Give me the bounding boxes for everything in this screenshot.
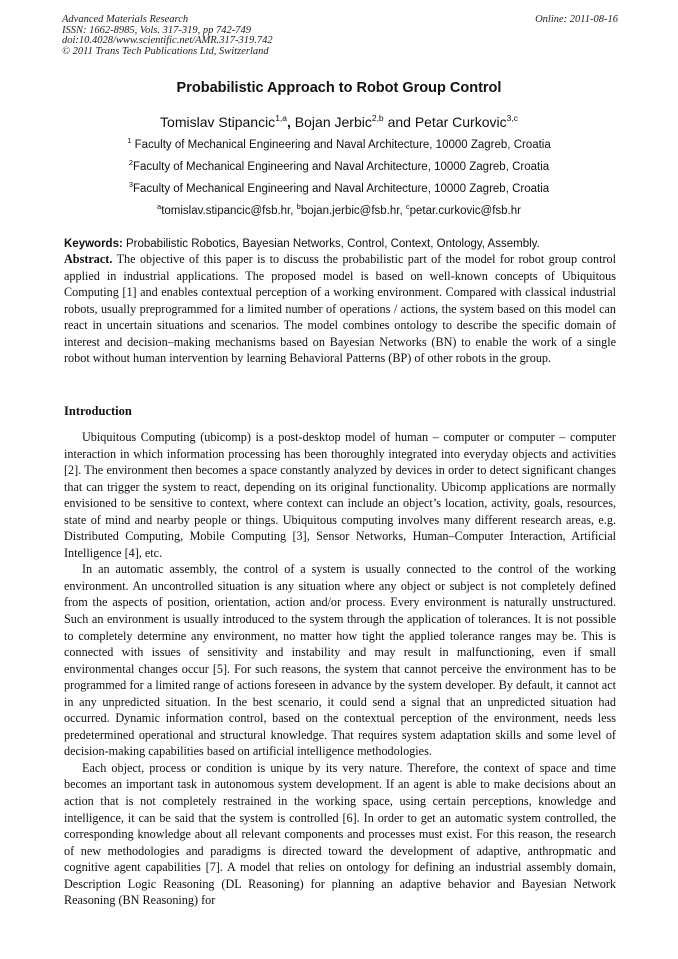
body-paragraph: Each object, process or condition is unique by its very nature. Therefore, the context of space and time becomes an important task in autonomous system development. If an agent is able to make decisions about an action that is not completely restrained in the working space, using certain perceptions, knowledge and intelligence, it can be said that the system is controlled [6]. In order to get an automatic system controlled, the corresponding knowledge about all relevant components and processes must exist. For this reason, the research of new methodologies and paradigms is directed toward the development of adaptive, anthropmatic and cognitive agent capabilities [7]. A model that relies on ontology for defining an industrial assembly domain, Description Logic Reasoning (DL Reasoning) for planning an adaptive behavior and Bayesian Network Reasoning (BN Reasoning) for xyxy=(64,760,616,908)
author-name: Petar Curkovic xyxy=(414,114,507,130)
abstract-paragraph xyxy=(64,251,616,367)
keywords-line xyxy=(64,238,616,250)
keywords-label: Keywords: xyxy=(64,238,123,250)
introduction-body xyxy=(64,429,616,909)
abstract-text: The objective of this paper is to discuss the probabilistic part of the model for robot group control applied in industrial applications. The proposed model is based on well-known concepts of Ubiquitous Computing [1] and enables contextual perception of a working environment. Compared with classical industrial robots, usually preprogrammed for a limited number of operations / actions, the system based on this model can react in uncertain situations and scenarios. The model combines ontology to describe the specific domain of interest and decision–making mechanisms based on Bayesian Networks (BN) to enable the work of a single robot without human intervention by learning Behavioral Patterns (BP) of other robots in the group. xyxy=(64,252,617,366)
author-name: Bojan Jerbic xyxy=(294,114,372,130)
abstract-label: Abstract. xyxy=(64,252,113,266)
affiliation-text: Faculty of Mechanical Engineering and Naval Architecture, 10000 Zagreb, Croatia xyxy=(134,139,551,151)
author-affiliation-marker: 3,c xyxy=(506,113,518,123)
email-address[interactable]: petar.curkovic@fsb.hr xyxy=(409,205,521,217)
affiliation-marker: 3 xyxy=(128,180,133,189)
affiliation-marker: 2 xyxy=(128,158,133,167)
body-paragraph: In an automatic assembly, the control of a system is usually connected to the control of the working environment. An uncontrolled situation is any situation where any object or subject is not completely defined from the aspects of position, orientation, action and/or process. Every environment is naturally unstructured. Such an environment is usually introduced to the system through the application of tolerances. It is not possible to completely determine any environment, no matter how tight the applied tolerance ranges may be. This is connected with issues of sensitivity and instability and may result in malfunctioning, even if small environmental changes occur [5]. For such reasons, the system that cannot perceive the environment has to be programmed for a limited range of actions foreseen in advance by the system developer. By default, it cannot act in any unpredicted situation. In the best scenario, it could send a signal that an unpredicted situation had occurred. Dynamic information control, based on the contextual perception of the environment, needs less predetermined operational and structural knowledge. That requires system adaptation skills and some level of decision-making capabilities based on artificial intelligence methodologies. xyxy=(64,562,616,759)
email-line xyxy=(0,202,678,217)
affiliation-text: Faculty of Mechanical Engineering and Naval Architecture, 10000 Zagreb, Croatia xyxy=(133,183,550,195)
author-affiliation-marker: 2,b xyxy=(371,113,384,123)
online-date: Online: 2011-08-16 xyxy=(535,14,618,25)
author-name: Tomislav Stipancic xyxy=(160,114,276,130)
author-affiliation-marker: 1,a xyxy=(275,113,288,123)
affiliation-line xyxy=(0,136,678,151)
affiliation-marker: 1 xyxy=(127,136,132,145)
affiliation-line xyxy=(0,158,678,173)
author-line xyxy=(0,114,678,130)
author-separator: , xyxy=(287,114,291,130)
email-address[interactable]: bojan.jerbic@fsb.hr, xyxy=(300,205,403,217)
journal-copyright: © 2011 Trans Tech Publications Ltd, Switzerland xyxy=(62,45,269,57)
section-heading-introduction: Introduction xyxy=(64,404,132,418)
affiliation-line xyxy=(0,180,678,195)
author-separator: and xyxy=(387,114,411,130)
email-address[interactable]: tomislav.stipancic@fsb.hr, xyxy=(161,205,294,217)
email-marker: c xyxy=(405,202,410,211)
journal-issn: ISSN: 1662-8985, Vols. 317-319, pp 742-749 xyxy=(62,24,251,36)
keywords-text: Probabilistic Robotics, Bayesian Networks, Control, Context, Ontology, Assembly. xyxy=(126,238,540,250)
email-marker: a xyxy=(157,202,162,211)
email-marker: b xyxy=(296,202,301,211)
journal-name: Advanced Materials Research xyxy=(62,14,189,25)
paper-title: Probabilistic Approach to Robot Group Control xyxy=(176,80,502,96)
body-paragraph: Ubiquitous Computing (ubicomp) is a post-desktop model of human – computer or computer – computer interaction in which information processing has been thoroughly integrated into everyday objects and activities [2]. The environment then becomes a space constantly analyzed by devices in order to detect significant changes that can trigger the system to react, depending on its original functionality. Ubicomp applications are normally envisioned to be sensitive to context, where context can include an object’s location, activity, goals, resources, state of mind and nearby people or things. Ubiquitous computing involves many different research areas, e.g. Distributed Computing, Mobile Computing [3], Sensor Networks, Human–Computer Interaction, Artificial Intelligence [4], etc. xyxy=(64,430,616,560)
journal-header xyxy=(62,15,618,57)
affiliation-text: Faculty of Mechanical Engineering and Naval Architecture, 10000 Zagreb, Croatia xyxy=(133,161,550,173)
journal-doi: doi:10.4028/www.scientific.net/AMR.317-319.742 xyxy=(62,35,273,46)
